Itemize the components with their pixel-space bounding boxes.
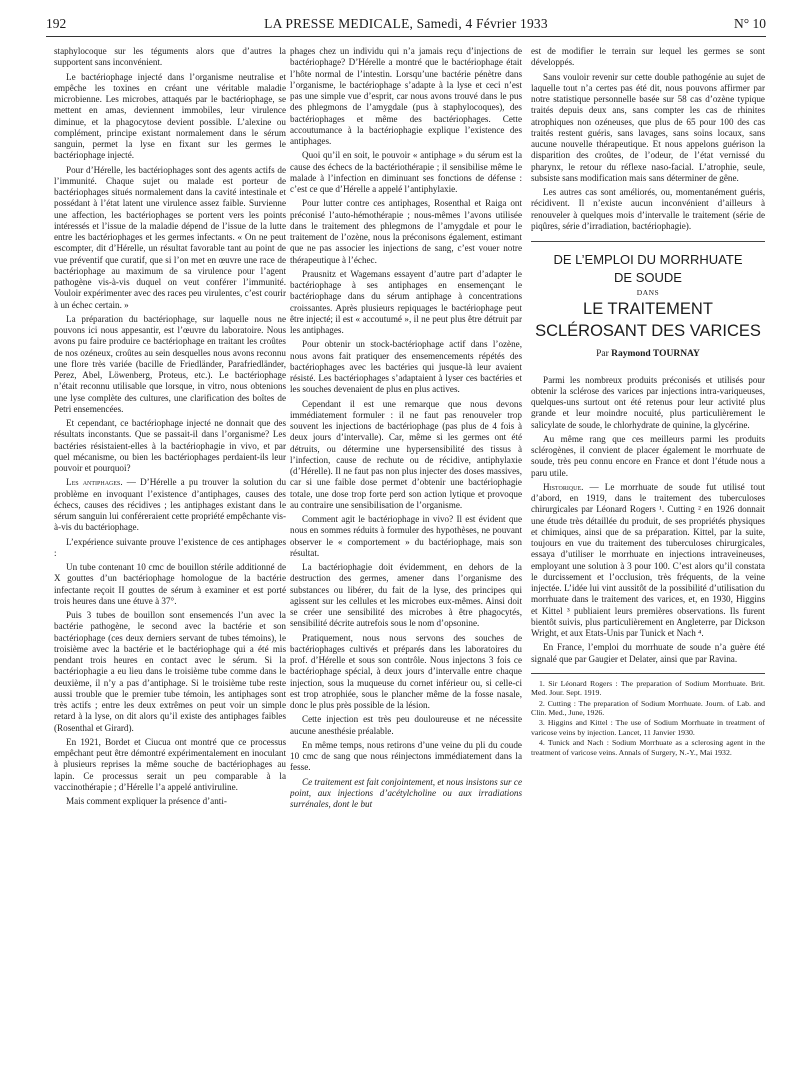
footnote: 4. Tunick and Nach : Sodium Morrhuate as a sclerosing agent in the treatment of varicose veins. Annals of Surgery, N.-Y., Mai 1932. <box>531 738 765 757</box>
paragraph <box>54 477 286 533</box>
paragraph: est de modifier le terrain sur lequel les germes se sont développés. <box>531 46 765 68</box>
paragraph: En même temps, nous retirons d’une veine du pli du coude 10 cmc de sang que nous réinjectons immédiatement dans la fesse. <box>290 739 522 773</box>
paragraph: Parmi les nombreux produits préconisés et utilisés pour obtenir la sclérose des varices par injections intra-variqueuses, quelques-uns surtout ont été retenus pour leur activité plus grande et leur moindre nocuité, plus particulièrement le salicylate de soude, le chlorhydrate de quinine, la glycérine. <box>531 374 765 430</box>
page-header <box>46 14 766 37</box>
paragraph: phages chez un individu qui n’a jamais reçu d’injections de bactériophage? D’Hérelle a montré que le bactériophage était l’hôte normal de l’intestin. Lorsqu’une bactérie pénètre dans l’organisme, le bactériophage s’adapte à la lyse et ceci n’est pas une simple vue d’esprit, car nous avons trouvé dans le pus des phlegmons de l’amygdale (pus à staphylocoques), des bactériophages et même des bactériophages. Cette accoutumance à la bactériophagie explique l’existence des antiphages. <box>290 46 522 146</box>
paragraph: Un tube contenant 10 cmc de bouillon stérile additionné de X gouttes d’un bactériophage homologue de la bactérie infectante reçoit II gouttes de sérum à examiner et est porté trois heures dans une étuve à 37°. <box>54 562 286 606</box>
section-head: Les antiphages. <box>66 477 123 488</box>
paragraph: Cette injection est très peu douloureuse et ne nécessite aucune anesthésie préalable. <box>290 714 522 736</box>
paragraph: Pour obtenir un stock-bactériophage actif dans l’ozène, nous avons fait pratiquer des ensemencements répétés des bactériophages avec les bactéries qui jusque-là leur avaient résisté. Les bactériophages s’adaptaient à lyser ces bactéries et les souches devenaient de plus en plus actives. <box>290 339 522 395</box>
paragraph: En 1921, Bordet et Ciucua ont montré que ce processus empêchant peut être démontré expérimentalement en inoculant à plusieurs reprises la même souche de bactériophages au lapin. Ce processus serait un peu comparable à la vaccinothérapie ; d’Hérelle l’a appelé antiviruline. <box>54 736 286 792</box>
author-prefix: Par <box>596 349 609 360</box>
footnotes <box>531 673 765 757</box>
column-right <box>531 46 765 1076</box>
footnote: 2. Cutting : The preparation of Sodium Morrhuate. Journ. of Lab. and Clin. Med., June, 1926. <box>531 698 765 717</box>
title-line: LE TRAITEMENT <box>583 300 713 319</box>
paragraph-text: — D’Hérelle a pu trouver la solution du problème en invoquant l’existence d’antiphages, causes des échecs, causes des récidives ; les antiphages existant dans le sérum sanguin lui conféreraient cette propriété empêchante vis-à-vis du bactériophage. <box>54 477 286 533</box>
paragraph: Pour lutter contre ces antiphages, Rosenthal et Raiga ont préconisé l’auto-hémothérapie ; nous-mêmes l’avons utilisée dans le traitement des phlegmons de l’amygdale et pour le traitement de l’ozène, nous la préconisons également, estimant que ne pas associer les injections de sang, c’est vouer notre thérapeutique à l’échec. <box>290 198 522 265</box>
paragraph: Prausnitz et Wagemans essayent d’autre part d’adapter le bactériophage à ses antiphages en ensemençant le bactériophage dans du sérum antiphage à concentrations croissantes. Après plusieurs repiquages le bactériophage peut être injecté; il est « accoutumé », il ne peut plus être détruit par les antiphages. <box>290 268 522 335</box>
paragraph: Ce traitement est fait conjointement, et nous insistons sur ce point, aux injections d’acétylcholine ou aux irradiations surrénales, dont le but <box>290 776 522 809</box>
footnote: 3. Higgins and Kittel : The use of Sodium Morrhuate in treatment of varicose veins by injection. Lancet, 11 Janvier 1930. <box>531 718 765 737</box>
paragraph: Mais comment expliquer la présence d’anti- <box>66 796 227 806</box>
page-number: 192 <box>46 16 67 31</box>
author-name: Raymond TOURNAY <box>611 349 700 360</box>
issue-number: N° 10 <box>733 16 766 31</box>
paragraph: staphylocoque sur les téguments alors que d’autres la supportent sans inconvénient. <box>54 46 286 68</box>
title-line: SCLÉROSANT DES VARICES <box>535 322 761 341</box>
paragraph: Les autres cas sont améliorés, ou, momentanément guéris, récidivent. Il n’existe aucun inconvénient d’ailleurs à renouveler à quelques mois d’intervalle le traitement (série de piqûres, série d’irradiation, bactériophagie). <box>531 187 765 231</box>
paragraph: Le bactériophage injecté dans l’organisme neutralise et empêche les toxines en créant une véritable maladie microbienne. Les microbes, attaqués par le bactériophage, se mettent en amas, deviennent immobiles, leur virulence diminue, et la phagocytose devient possible. L’alexine ou complément, principe existant normalement dans le sérum sanguin, permet la lyse en fixant sur les germes le bactériophage injecté. <box>54 71 286 161</box>
journal-title: LA PRESSE MEDICALE, Samedi, 4 Février 1933 <box>264 16 548 31</box>
paragraph: Pratiquement, nous nous servons des souches de bactériophages cultivés et préparés dans les laboratoires du prof. d’Hérelle et sous son contrôle. Nous injectons 3 fois ce bactériophage spécial, à deux jours d’intervalle entre chaque injection, sous la muqueuse du cornet inférieur ou, si celle-ci est trop atrophiée, sous le plancher même de la fosse nasale, donc le plus près possible de la lésion. <box>290 632 522 710</box>
paragraph: Comment agit le bactériophage in vivo? Il est évident que nous en sommes réduits à formuler des hypothèses, ne pouvant observer le « comportement » du bactériophage, mais son résultat. <box>290 514 522 558</box>
paragraph: Sans vouloir revenir sur cette double pathogénie au sujet de laquelle tout n’a certes pas été dit, nous pouvons affirmer par notre statistique personnelle basée sur 58 cas d’ozène typique traités depuis deux ans, sans compter les cas de rhinites atrophiques non ozéneuses, que plus de 65 pour 100 des cas traités restent guéris, sans lavages, sans soins locaux, sans aucune nouvelle thérapeutique. Et nous appelons guérison la disparition des croûtes, de l’odeur, de l’état vernissé du pharynx, le retour du réflexe naso-facial. L’atrophie, seule, subsiste sans modification mais sans déterminer de gêne. <box>531 71 765 183</box>
article-title <box>531 252 765 342</box>
section-head: Historique. <box>543 481 584 492</box>
paragraph: Quoi qu’il en soit, le pouvoir « antiphage » du sérum est la cause des échecs de la bactériothérapie ; il sensibilise même le malade à l’infection en diminuant ses fonctions de défense : c’est ce que d’Hérelle a appelé l’antiphylaxie. <box>290 150 522 194</box>
article-divider <box>531 241 765 242</box>
paragraph <box>531 482 765 640</box>
paragraph-text: — Le morrhuate de soude fut utilisé tout d’abord, en 1919, dans le traitement des tuberculoses chirurgicales par Léonard Rogers ¹. Cutting ² en 1926 donnait une étude très détaillée du produit, de ses propriétés physiques et chimiques, ainsi que de sa préparation. Kittel, par la suite, toujours en vue du traitement des tuberculoses chirurgicales, essaya d’utiliser le morrhuate en injections intraveineuses, employant une solution à 3 pour 100. C’est alors qu’il constata le durcissement et l’occlusion, très fréquents, de la veine injectée. L’idée lui vint aussitôt de la possibilité d’utilisation du morrhuate dans le traitement des varices, et, en 1930, Higgins et Kittel ³ publiaient leurs premières observations. Ils furent bientôt suivis, plus particulièrement en Angleterre, par Dickson Wright, et aux Etats-Unis par Tunick et Nach ⁴. <box>531 481 765 638</box>
paragraph: En France, l’emploi du morrhuate de soude n’a guère été signalé que par Gaugier et Delater, ainsi que par Ravina. <box>531 642 765 664</box>
column-left <box>54 46 286 1076</box>
paragraph: Puis 3 tubes de bouillon sont ensemencés l’un avec la bactérie pathogène, le second avec la bactérie et son bactériophage (ces deux derniers servant de tubes témoins), le troisième avec la bactérie et le bactériophage qui a été mis pendant trois heures en contact avec le sérum. Si la bactériophagie a eu lieu dans le troisième tube comme dans le deuxième, il n’y a pas d’antiphage. Si le troisième tube reste aussi trouble que le premier tube témoin, les antiphages sont très actifs ; entre les deux extrêmes on peut voir un simple retard à la lyse, on dit alors qu’il existe des antiphages faibles (Rosenthal et Girard). <box>54 610 286 733</box>
paragraph: Pour d’Hérelle, les bactériophages sont des agents actifs de l’immunité. Chaque sujet ou malade est porteur de bactériophages situés normalement dans la cavité intestinale et possédant à l’état latent une virulence assez faible. Survienne une affection, les bactériophages se portent vers les points intéressés et l’issue de la maladie dépend de l’issue de la lutte entre les bactériophages et les germes infectants. « On ne peut escompter, dit d’Hérelle, un résultat favorable tant au point de vue préventif que curatif, que si l’on met en œuvre une race de bactériophage au maximum de sa virulence pour l’agent pathogène vis-à-vis duquel on veut conférer l’immunité. Vouloir expérimenter avec des races peu virulentes, c’est courir à un échec certain. » <box>54 164 286 310</box>
paragraph: La bactériophagie doit évidemment, en dehors de la destruction des germes, amener dans l’organisme des substances ou libérer, du fait de la lyse, des principes qui agissent sur les cellules et les microbes eux-mêmes. Ainsi doit se créer une sensibilité des microbes à être phagocytés, sensibilité décrite autrefois sous le nom d’opsonine. <box>290 562 522 629</box>
title-line: DE SOUDE <box>614 270 682 285</box>
paragraph: Cependant il est une remarque que nous devons immédiatement formuler : il ne faut pas renouveler trop souvent les injections de bactériophage (pas plus de 4 fois à deux jours d’intervalle). Car, même si les germes ont été détruits, ou détermine une hypersensibilité des tissus à l’infection, cause de rechute ou de récidive, antiphylaxie (d’Hérelle). Il ne faut pas non plus injecter des doses massives, car si une faible dose permet d’obtenir une bactériophagie totale, une dose trop forte perd son action lytique et provoque au contraire une sensibilisation de l’organisme. <box>290 398 522 510</box>
footnote: 1. Sir Léonard Rogers : The preparation of Sodium Morrhuate. Brit. Med. Jour. Sept. 1919. <box>531 678 765 698</box>
article-author <box>531 349 765 360</box>
paragraph: La préparation du bactériophage, sur laquelle nous ne pouvons ici nous appesantir, est l’œuvre du laboratoire. Nous avons pu faire produire ce bactériophage en traitant les croûtes de nos ozéneux, croûtes au sein desquelles nous avons reconnu une flore très variée (bacille de Friedländer, Parafriedländer, Perez, Abel, Löwenberg, Proteus, etc.). Le bactériophage n’était reconnu utilisable que lorsque, in vitro, nous obtenions une lyse complète des cultures, une clarification des boîtes de Petri ensemencées. <box>54 313 286 414</box>
column-middle <box>290 46 522 1076</box>
paragraph: L’expérience suivante prouve l’existence de ces antiphages : <box>54 536 286 558</box>
title-connector: DANS <box>636 288 660 297</box>
paragraph: Au même rang que ces meilleurs parmi les produits sclérogènes, il convient de placer également le morrhuate de soude, très peu connu encore en France et dont l’étude nous a paru utile. <box>531 433 765 478</box>
paragraph: Et cependant, ce bactériophage injecté ne donnait que des résultats inconstants. Que se passait-il dans l’organisme? Les bactéries résistaient-elles à la bactériophagie in vivo, et par quel mécanisme, ou bien les bactériophages perdaient-ils leur pouvoir et pourquoi? <box>54 418 286 473</box>
title-line: DE L’EMPLOI DU MORRHUATE <box>553 252 743 267</box>
